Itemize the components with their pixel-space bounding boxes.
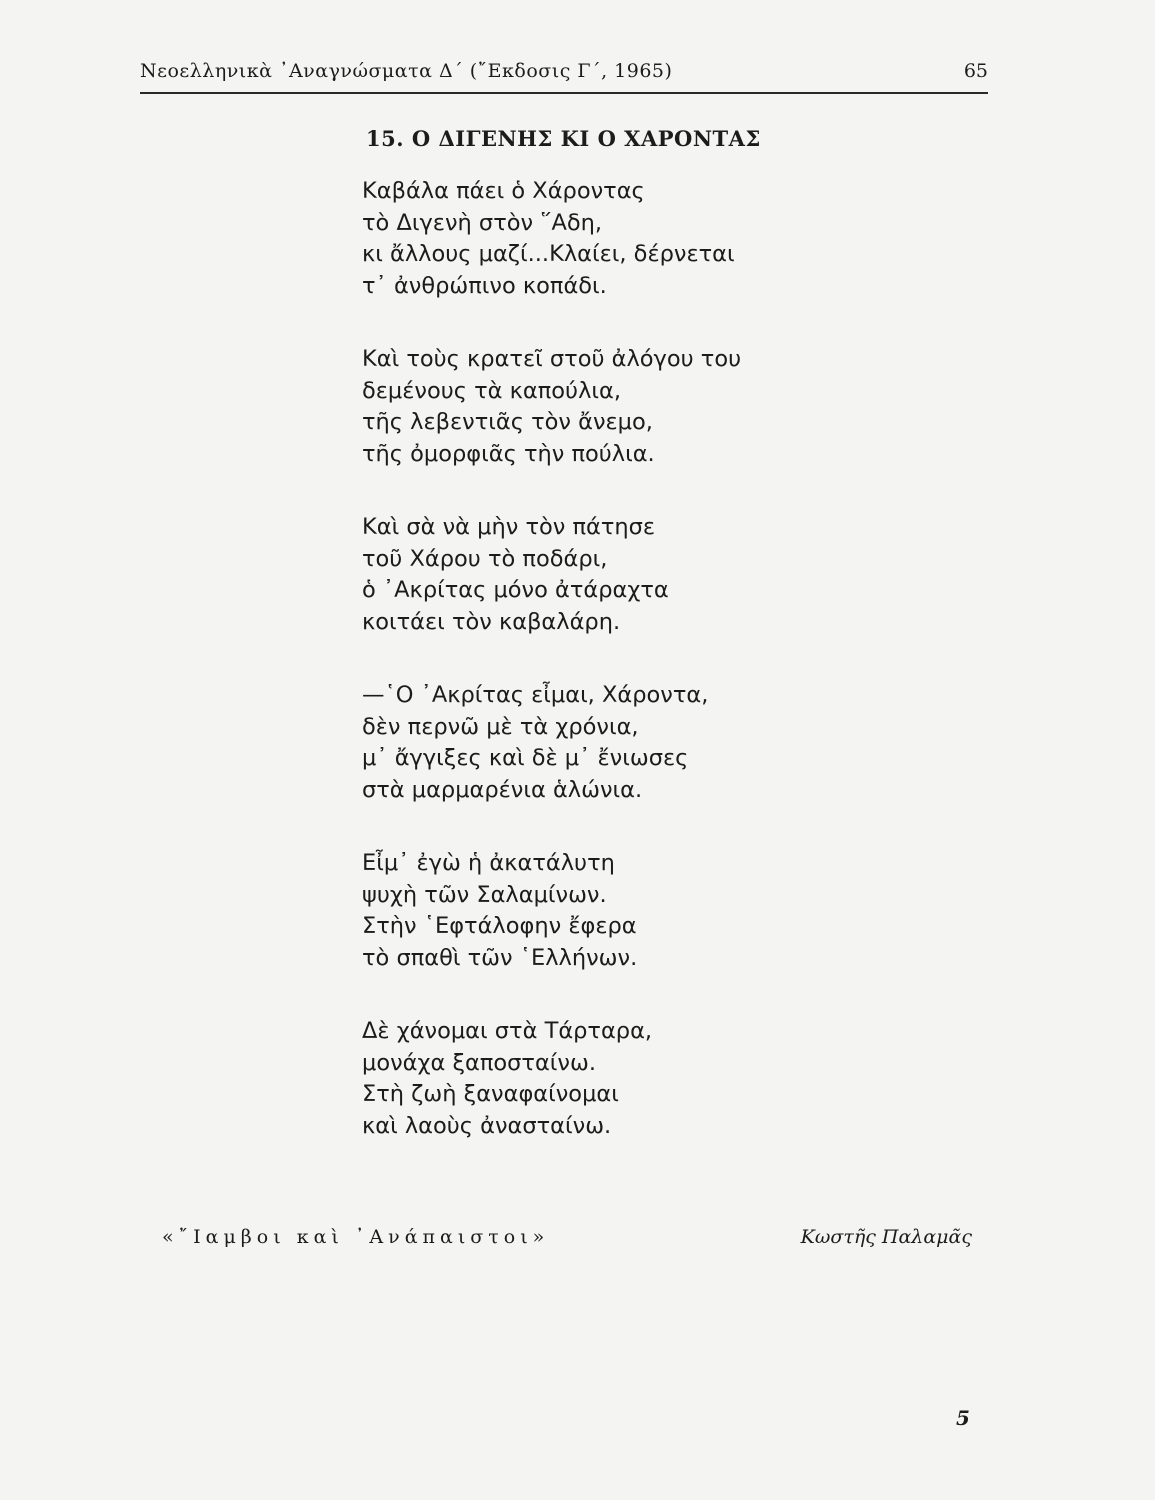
poem-line: ὁ ᾿Ακρίτας μόνο ἀτάραχτα (362, 577, 669, 603)
poem-line: Στὴ ζωὴ ξαναφαίνομαι (362, 1081, 619, 1107)
author-name: Κωστῆς Παλαμᾶς (800, 1226, 972, 1248)
poem-title: 15. Ο ΔΙΓΕΝΗΣ ΚΙ Ο ΧΑΡΟΝΤΑΣ (366, 126, 761, 151)
poem-line: ψυχὴ τῶν Σαλαμίνων. (362, 881, 607, 908)
poem-line: στὰ μαρμαρένια ἁλώνια. (362, 776, 643, 803)
poem-line: —῾Ο ᾿Ακρίτας εἶμαι, Χάροντα, (362, 682, 709, 708)
poem-line: Καὶ σὰ νὰ μὴν τὸν πάτησε (362, 514, 656, 540)
poem-line: καὶ λαοὺς ἀνασταίνω. (362, 1112, 612, 1139)
poem-line: Στὴν ῾Εφτάλοφην ἔφερα (362, 913, 637, 939)
poem-line: Καὶ τοὺς κρατεῖ στοῦ ἀλόγου του (362, 346, 742, 372)
signature-number: 5 (956, 1406, 970, 1430)
poem-line: δεμένους τὰ καπούλια, (362, 377, 621, 404)
poem-body (362, 176, 922, 1184)
stanza (362, 176, 922, 302)
running-header (140, 56, 988, 94)
poem-line: τ᾽ ἀνθρώπινο κοπάδι. (362, 272, 607, 299)
poem-line: μονάχα ξαποσταίνω. (362, 1049, 596, 1076)
poem-line: τὸ Διγενὴ στὸν ῞Αδη, (362, 209, 603, 236)
source-title: «῎Ιαμβοι καὶ ᾿Ανάπαιστοι» (162, 1226, 550, 1248)
stanza (362, 680, 922, 806)
poem-line: τῆς λεβεντιᾶς τὸν ἄνεμο, (362, 409, 653, 435)
poem-line: δὲν περνῶ μὲ τὰ χρόνια, (362, 713, 639, 740)
attribution (162, 1226, 972, 1258)
poem-line: τῆς ὀμορφιᾶς τὴν πούλια. (362, 440, 655, 467)
page-number: 65 (963, 60, 988, 82)
stanza (362, 512, 922, 638)
poem-line: Δὲ χάνομαι στὰ Τάρταρα, (362, 1018, 653, 1044)
poem-line: κι ἄλλους μαζί...Κλαίει, δέρνεται (362, 241, 735, 267)
poem-line: Καβάλα πάει ὁ Χάροντας (362, 178, 645, 204)
poem-line: τοῦ Χάρου τὸ ποδάρι, (362, 545, 608, 572)
poem-line: τὸ σπαθὶ τῶν ῾Ελλήνων. (362, 944, 638, 971)
poem-line: Εἶμ᾽ ἐγὼ ἡ ἀκατάλυτη (362, 850, 615, 876)
poem-line: μ᾽ ἄγγιξες καὶ δὲ μ᾽ ἔνιωσες (362, 745, 689, 771)
book-title: Νεοελληνικὰ ᾿Αναγνώσματα Δ΄ (῎Εκδοσις Γ΄, 1965) (140, 60, 673, 82)
stanza (362, 1016, 922, 1142)
poem-line: κοιτάει τὸν καβαλάρη. (362, 608, 621, 635)
stanza (362, 344, 922, 470)
stanza (362, 848, 922, 974)
